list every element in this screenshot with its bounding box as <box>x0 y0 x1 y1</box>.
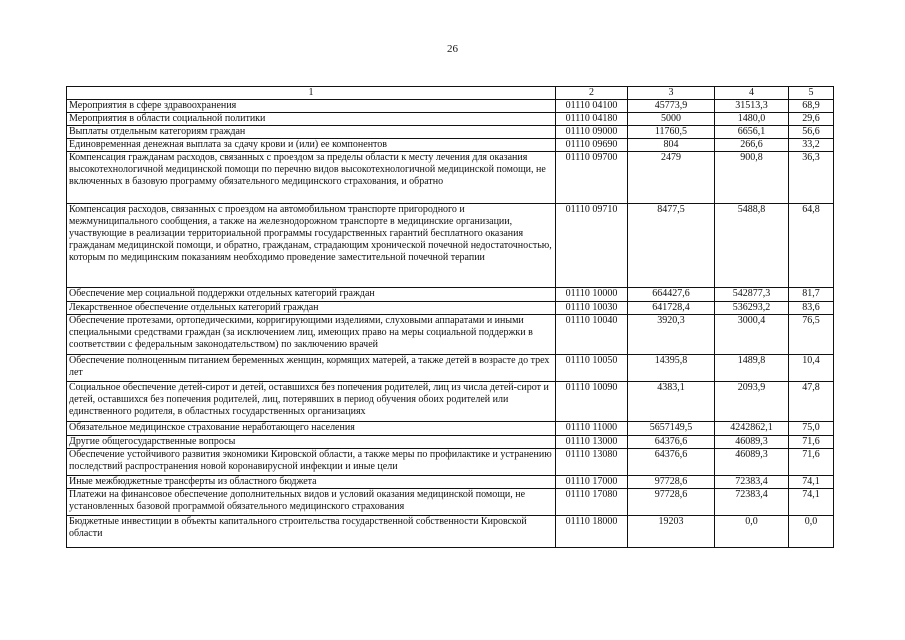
table-row <box>67 204 834 288</box>
row-percent: 74,1 <box>789 489 834 516</box>
row-plan: 664427,6 <box>628 288 715 302</box>
row-plan: 64376,6 <box>628 436 715 449</box>
row-code: 01110 10050 <box>556 355 628 382</box>
row-actual: 536293,2 <box>715 302 789 315</box>
table-row <box>67 152 834 204</box>
budget-table <box>66 86 834 548</box>
row-name: Другие общегосударственные вопросы <box>67 436 556 449</box>
row-actual: 72383,4 <box>715 476 789 489</box>
row-name: Мероприятия в области социальной политики <box>67 113 556 126</box>
row-actual: 900,8 <box>715 152 789 204</box>
row-percent: 47,8 <box>789 382 834 422</box>
row-name: Обязательное медицинское страхование неработающего населения <box>67 422 556 436</box>
row-percent: 10,4 <box>789 355 834 382</box>
row-percent: 56,6 <box>789 126 834 139</box>
row-plan: 19203 <box>628 516 715 548</box>
row-code: 01110 10030 <box>556 302 628 315</box>
row-name: Обеспечение полноценным питанием беременных женщин, кормящих матерей, а также детей в возрасте до трех лет <box>67 355 556 382</box>
row-percent: 83,6 <box>789 302 834 315</box>
row-name: Платежи на финансовое обеспечение дополнительных видов и условий оказания медицинской помощи, не установленных базовой программой обязательного медицинского страхования <box>67 489 556 516</box>
row-plan: 804 <box>628 139 715 152</box>
row-code: 01110 09000 <box>556 126 628 139</box>
row-name: Бюджетные инвестиции в объекты капитального строительства государственной собственности Кировской области <box>67 516 556 548</box>
table-row <box>67 139 834 152</box>
row-code: 01110 13000 <box>556 436 628 449</box>
row-actual: 2093,9 <box>715 382 789 422</box>
row-plan: 14395,8 <box>628 355 715 382</box>
table-row <box>67 315 834 355</box>
row-name: Единовременная денежная выплата за сдачу крови и (или) ее компонентов <box>67 139 556 152</box>
row-plan: 8477,5 <box>628 204 715 288</box>
row-actual: 542877,3 <box>715 288 789 302</box>
row-name: Обеспечение мер социальной поддержки отдельных категорий граждан <box>67 288 556 302</box>
row-plan: 641728,4 <box>628 302 715 315</box>
row-percent: 71,6 <box>789 449 834 476</box>
row-percent: 81,7 <box>789 288 834 302</box>
row-plan: 45773,9 <box>628 100 715 113</box>
row-percent: 33,2 <box>789 139 834 152</box>
row-code: 01110 09700 <box>556 152 628 204</box>
row-plan: 11760,5 <box>628 126 715 139</box>
header-cell: 2 <box>556 87 628 100</box>
row-code: 01110 13080 <box>556 449 628 476</box>
row-plan: 2479 <box>628 152 715 204</box>
row-percent: 68,9 <box>789 100 834 113</box>
row-name: Обеспечение протезами, ортопедическими, корригирующими изделиями, слуховыми аппаратами и иными специальными средствами граждан (за исключением лиц, имеющих право на меры социальной поддержки в соответствии с федеральным законодательством) по заключению врачей <box>67 315 556 355</box>
row-name: Компенсация расходов, связанных с проездом на автомобильном транспорте пригородного и межмуниципального сообщения, а также на железнодорожном транспорте в медицинские организации, участвующие в реализации территориальной программы государственных гарантий бесплатного оказания гражданам медицинской помощи, и обратно, гражданам, страдающим хронической почечной недостаточностью, которым по медицинским показаниям необходимо проведение заместительной почечной терапии <box>67 204 556 288</box>
row-code: 01110 10040 <box>556 315 628 355</box>
table-row <box>67 476 834 489</box>
row-code: 01110 09690 <box>556 139 628 152</box>
row-name: Мероприятия в сфере здравоохранения <box>67 100 556 113</box>
row-plan: 5657149,5 <box>628 422 715 436</box>
row-code: 01110 17000 <box>556 476 628 489</box>
table-row <box>67 126 834 139</box>
row-code: 01110 09710 <box>556 204 628 288</box>
row-name: Социальное обеспечение детей-сирот и детей, оставшихся без попечения родителей, лиц из числа детей-сирот и детей, оставшихся без попечения родителей, лиц, потерявших в период обучения обоих родителей или единственного родителя, в областных государственных организациях <box>67 382 556 422</box>
table-row <box>67 288 834 302</box>
table-row <box>67 382 834 422</box>
row-percent: 71,6 <box>789 436 834 449</box>
row-actual: 46089,3 <box>715 449 789 476</box>
row-code: 01110 18000 <box>556 516 628 548</box>
table-row <box>67 302 834 315</box>
row-plan: 64376,6 <box>628 449 715 476</box>
table-row <box>67 113 834 126</box>
header-cell: 4 <box>715 87 789 100</box>
row-code: 01110 10000 <box>556 288 628 302</box>
row-name: Лекарственное обеспечение отдельных категорий граждан <box>67 302 556 315</box>
row-percent: 36,3 <box>789 152 834 204</box>
table-row <box>67 100 834 113</box>
row-actual: 266,6 <box>715 139 789 152</box>
table-row <box>67 355 834 382</box>
row-plan: 4383,1 <box>628 382 715 422</box>
row-plan: 97728,6 <box>628 476 715 489</box>
row-percent: 74,1 <box>789 476 834 489</box>
row-actual: 31513,3 <box>715 100 789 113</box>
row-actual: 72383,4 <box>715 489 789 516</box>
row-name: Выплаты отдельным категориям граждан <box>67 126 556 139</box>
header-cell: 5 <box>789 87 834 100</box>
table-row <box>67 516 834 548</box>
row-actual: 1480,0 <box>715 113 789 126</box>
row-actual: 46089,3 <box>715 436 789 449</box>
row-actual: 4242862,1 <box>715 422 789 436</box>
row-actual: 0,0 <box>715 516 789 548</box>
header-cell: 1 <box>67 87 556 100</box>
row-plan: 5000 <box>628 113 715 126</box>
row-name: Компенсация гражданам расходов, связанных с проездом за пределы области к месту лечения для оказания высокотехнологичной медицинской помощи по перечню видов высокотехнологичной медицинской помощи, не включенных в базовую программу обязательного медицинского страхования, и обратно <box>67 152 556 204</box>
table-row <box>67 436 834 449</box>
row-name: Иные межбюджетные трансферты из областного бюджета <box>67 476 556 489</box>
row-name: Обеспечение устойчивого развития экономики Кировской области, а также меры по профилактике и устранению последствий распространения новой коронавирусной инфекции и иные цели <box>67 449 556 476</box>
row-code: 01110 04180 <box>556 113 628 126</box>
page-number: 26 <box>447 43 458 55</box>
table-row <box>67 422 834 436</box>
row-actual: 3000,4 <box>715 315 789 355</box>
row-percent: 76,5 <box>789 315 834 355</box>
row-actual: 5488,8 <box>715 204 789 288</box>
row-actual: 1489,8 <box>715 355 789 382</box>
row-percent: 75,0 <box>789 422 834 436</box>
row-percent: 64,8 <box>789 204 834 288</box>
row-percent: 29,6 <box>789 113 834 126</box>
row-code: 01110 17080 <box>556 489 628 516</box>
row-code: 01110 10090 <box>556 382 628 422</box>
row-plan: 97728,6 <box>628 489 715 516</box>
header-cell: 3 <box>628 87 715 100</box>
row-code: 01110 04100 <box>556 100 628 113</box>
table-row <box>67 449 834 476</box>
row-actual: 6656,1 <box>715 126 789 139</box>
row-code: 01110 11000 <box>556 422 628 436</box>
row-plan: 3920,3 <box>628 315 715 355</box>
table-header-row <box>67 87 834 100</box>
row-percent: 0,0 <box>789 516 834 548</box>
table-row <box>67 489 834 516</box>
